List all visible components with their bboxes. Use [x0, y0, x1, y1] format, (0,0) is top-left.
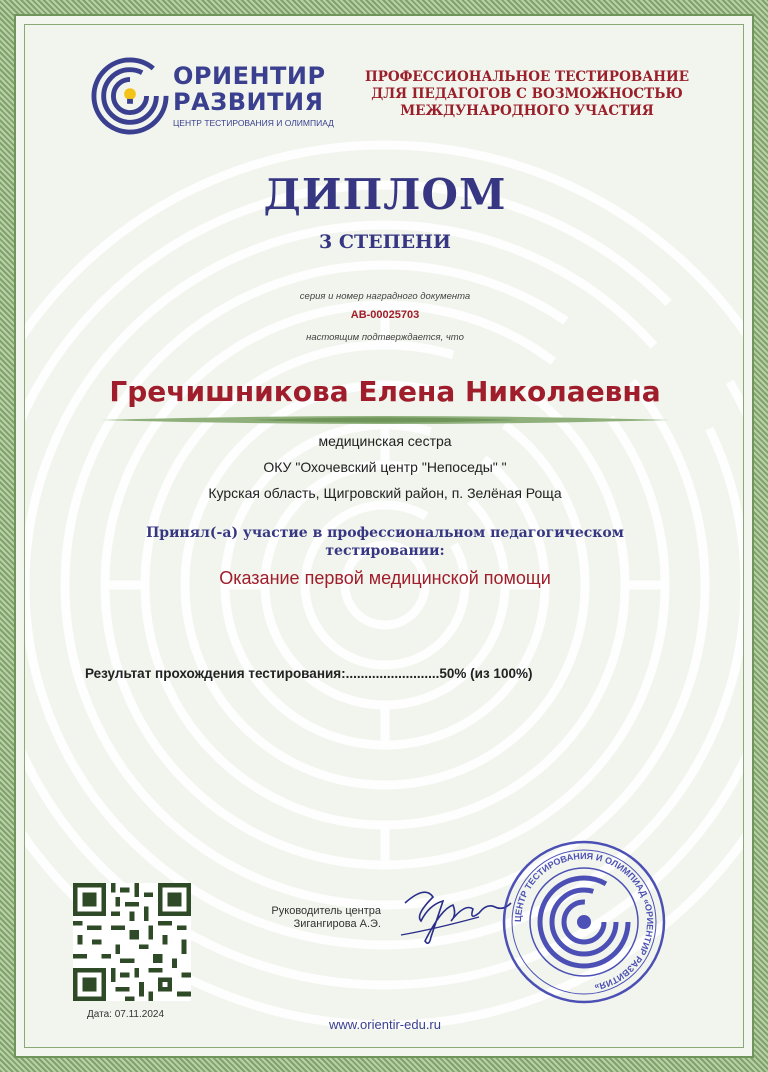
- serial-number: АВ-00025703: [350, 309, 420, 321]
- organization-logo: [91, 57, 341, 147]
- logo-title: [173, 63, 326, 115]
- ornamental-divider: [101, 414, 669, 426]
- maze-logo-icon: [91, 57, 169, 135]
- recipient-organization: ОКУ "Охочевский центр "Непоседы" ": [263, 459, 507, 475]
- issue-date: Дата: 07.11.2024: [87, 1009, 165, 1020]
- logo-title-line1: ОРИЕНТИР: [173, 62, 326, 90]
- program-heading-line2: ДЛЯ ПЕДАГОГОВ С ВОЗМОЖНОСТЬЮ: [371, 86, 683, 102]
- recipient-position: медицинская сестра: [318, 433, 452, 449]
- handwritten-signature: [395, 875, 515, 955]
- stamp-text: ЦЕНТР ТЕСТИРОВАНИЯ И ОЛИМПИАД «ОРИЕНТИР РАЗВИТИЯ»: [512, 850, 656, 993]
- serial-label: серия и номер наградного документа: [299, 291, 471, 302]
- participation-line1: Принял(-а) участие в профессиональном педагогическом: [146, 525, 624, 541]
- certificate-body: [24, 24, 744, 1048]
- test-result: Результат прохождения тестирования:.........................50% (из 100%): [85, 666, 533, 681]
- program-heading-line1: ПРОФЕССИОНАЛЬНОЕ ТЕСТИРОВАНИЕ: [364, 69, 690, 85]
- confirm-text: настоящим подтверждается, что: [306, 332, 464, 343]
- website-link[interactable]: www.orientir-edu.ru: [329, 1017, 441, 1032]
- diploma-title: ДИПЛОМ: [263, 170, 507, 219]
- official-stamp: [499, 837, 669, 1007]
- director-title: Руководитель центра: [271, 905, 381, 917]
- diploma-degree: 3 СТЕПЕНИ: [319, 231, 451, 253]
- recipient-location: Курская область, Щигровский район, п. Зелёная Роща: [208, 485, 562, 501]
- participation-statement: [115, 524, 655, 560]
- program-heading: [355, 69, 699, 120]
- program-heading-line3: МЕЖДУНАРОДНОГО УЧАСТИЯ: [400, 103, 654, 119]
- director-signature-label: [235, 905, 381, 931]
- recipient-name: Гречишникова Елена Николаевна: [109, 375, 661, 408]
- director-name: Зигангирова А.Э.: [293, 918, 381, 930]
- logo-title-line2: РАЗВИТИЯ: [173, 88, 324, 116]
- participation-line2: тестировании:: [325, 543, 445, 559]
- logo-subtitle: ЦЕНТР ТЕСТИРОВАНИЯ И ОЛИМПИАД: [173, 118, 334, 128]
- testing-subject: Оказание первой медицинской помощи: [219, 568, 551, 588]
- qr-code[interactable]: [73, 883, 191, 1001]
